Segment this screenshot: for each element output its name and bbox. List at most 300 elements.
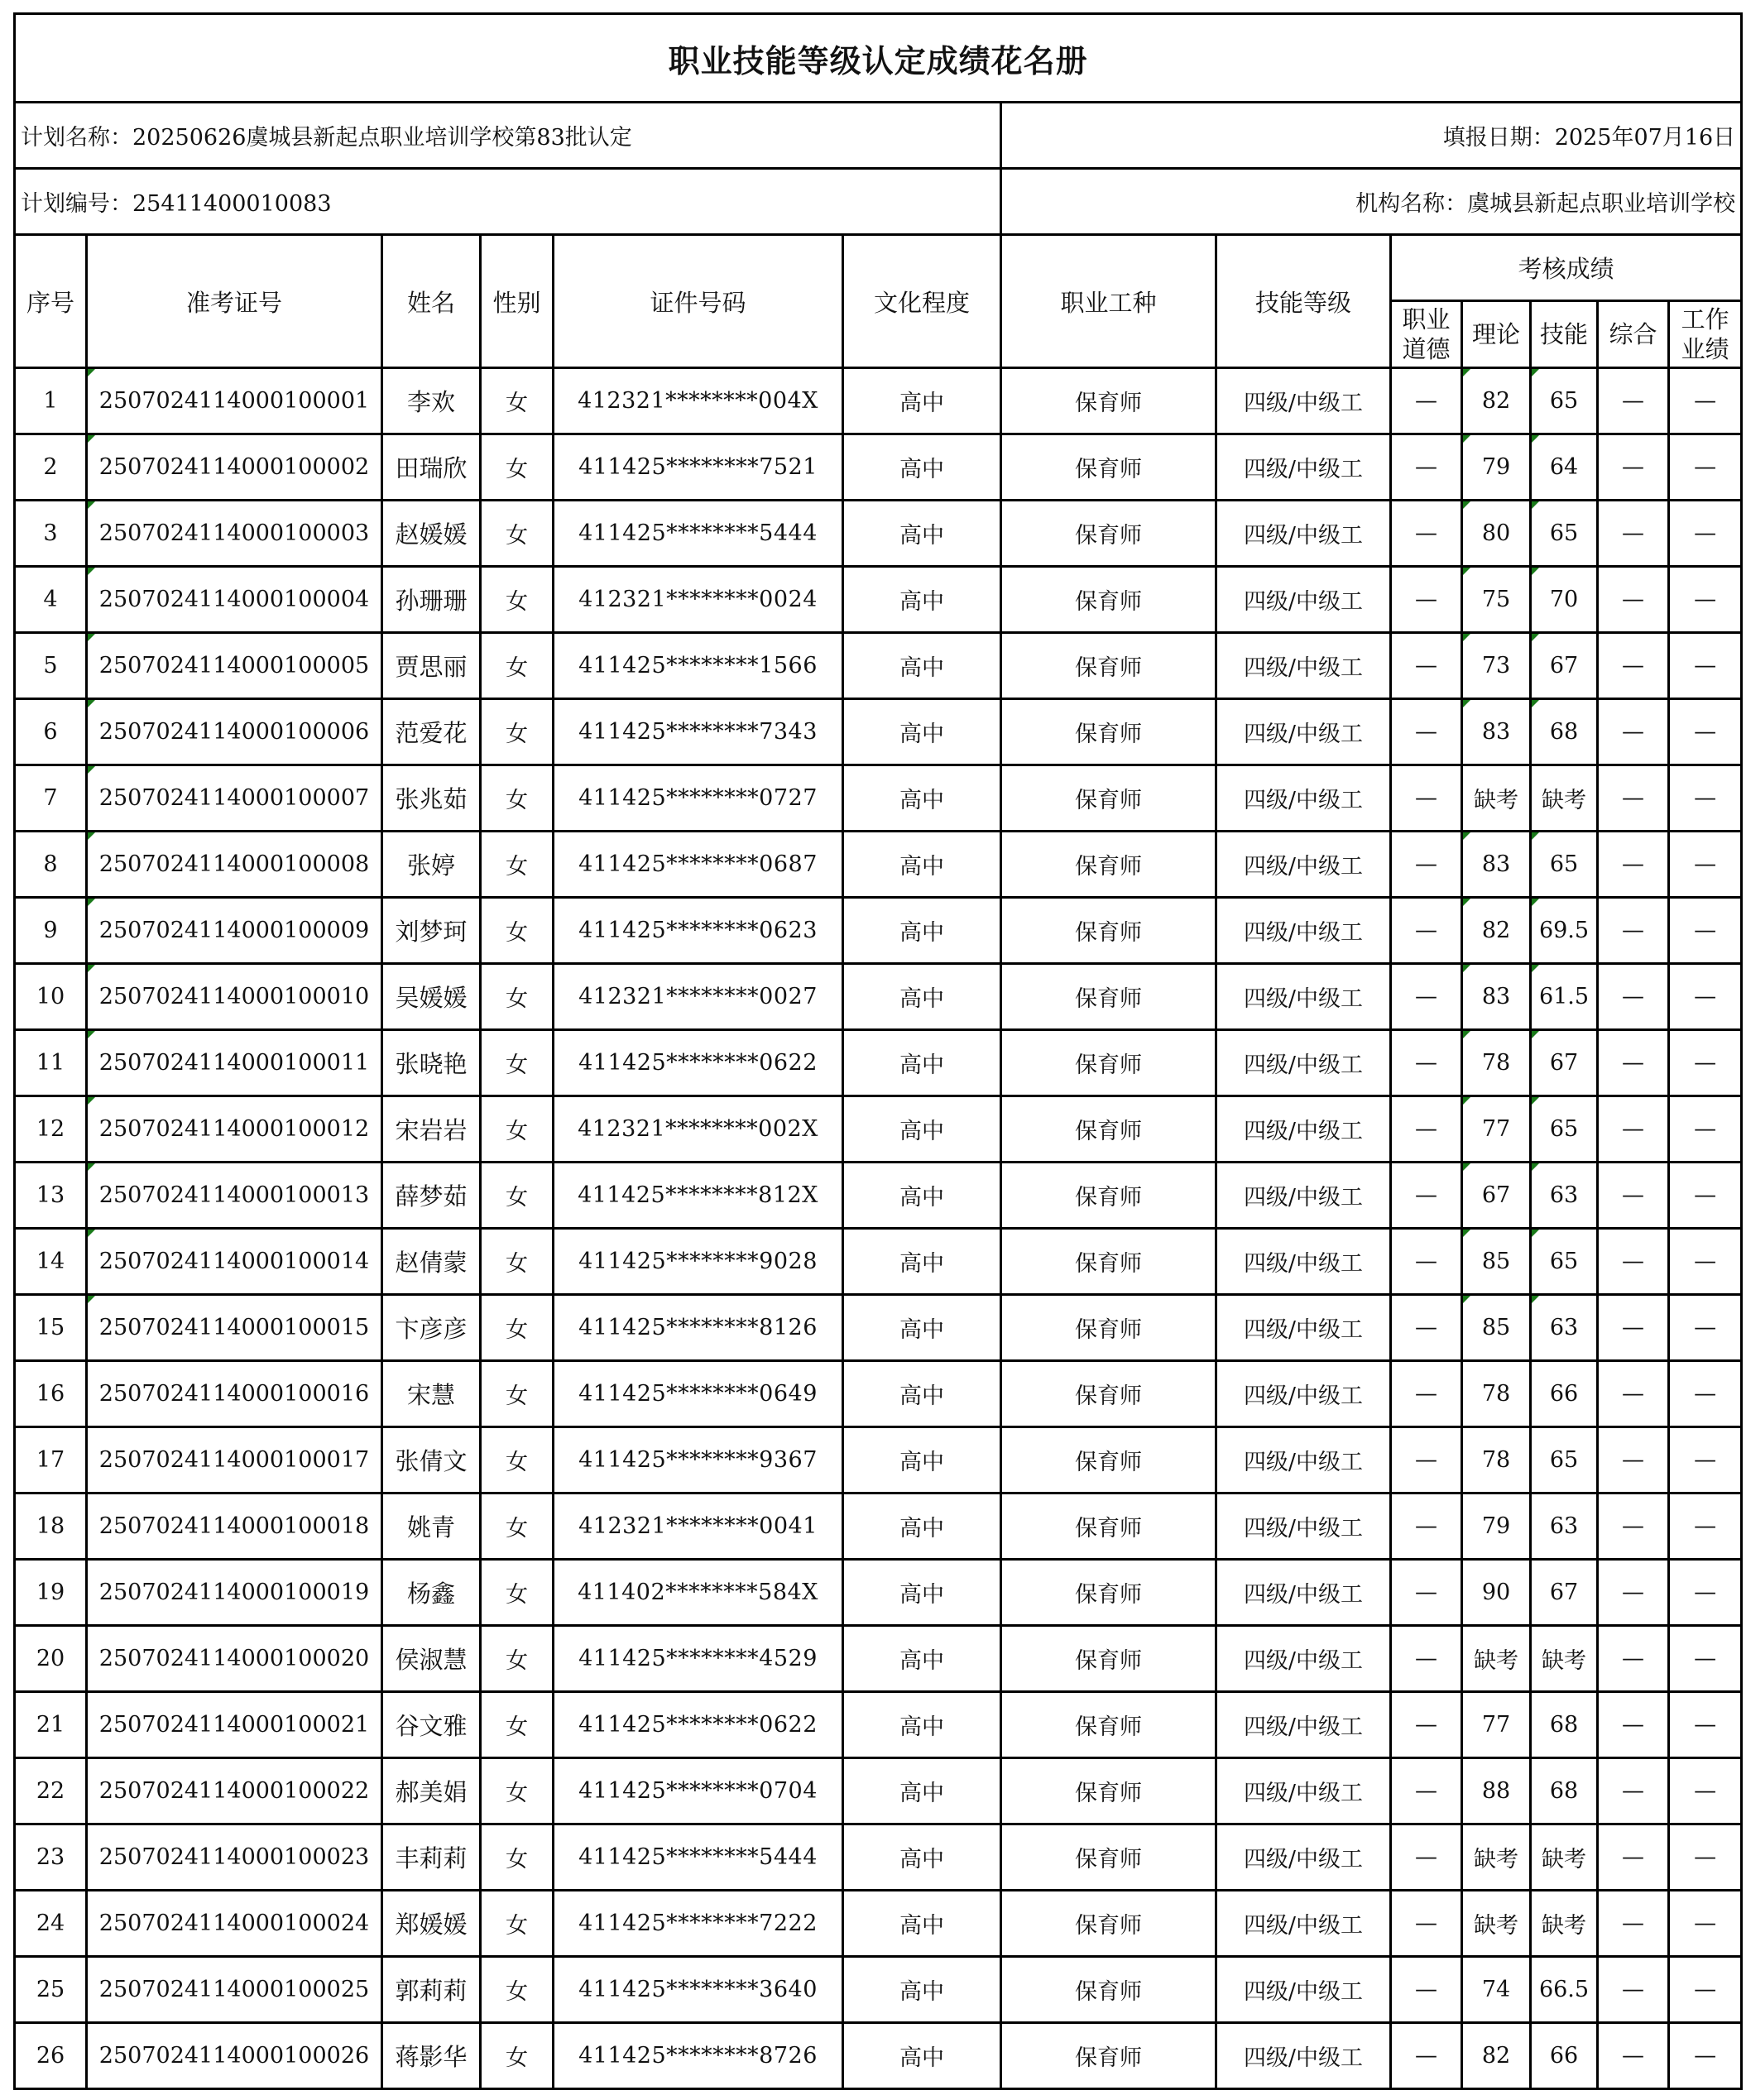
cell-occupation: 保育师: [1001, 434, 1216, 501]
cell-education: 高中: [843, 1560, 1001, 1626]
cell-gender: 女: [481, 1626, 554, 1692]
cell-name: 贾思丽: [382, 633, 481, 699]
cell-ethics: —: [1391, 765, 1462, 832]
cell-gender: 女: [481, 633, 554, 699]
header-occupation: 职业工种: [1001, 235, 1216, 368]
cell-exam-no: 2507024114000100024: [87, 1891, 382, 1957]
cell-education: 高中: [843, 1096, 1001, 1163]
cell-name: 孙珊珊: [382, 567, 481, 633]
cell-id-no: 411425********7343: [554, 699, 843, 765]
cell-skill-level: 四级/中级工: [1216, 1427, 1391, 1493]
header-ethics: 职业道德: [1391, 301, 1462, 368]
cell-education: 高中: [843, 699, 1001, 765]
cell-id-no: 411425********0649: [554, 1361, 843, 1427]
cell-exam-no: 2507024114000100005: [87, 633, 382, 699]
cell-skill: 67: [1531, 1030, 1598, 1096]
cell-seq: 21: [15, 1692, 87, 1758]
cell-skill-level: 四级/中级工: [1216, 765, 1391, 832]
fill-date: 填报日期：2025年07月16日: [1001, 103, 1742, 169]
cell-education: 高中: [843, 1295, 1001, 1361]
cell-ethics: —: [1391, 1957, 1462, 2023]
cell-name: 张倩文: [382, 1427, 481, 1493]
cell-performance: —: [1669, 1229, 1742, 1295]
cell-comprehensive: —: [1598, 434, 1669, 501]
cell-seq: 15: [15, 1295, 87, 1361]
cell-seq: 26: [15, 2023, 87, 2089]
cell-theory: 85: [1462, 1295, 1531, 1361]
cell-exam-no: 2507024114000100023: [87, 1824, 382, 1891]
cell-performance: —: [1669, 1096, 1742, 1163]
cell-education: 高中: [843, 898, 1001, 964]
table-row: [15, 1096, 1742, 1163]
cell-skill: 61.5: [1531, 964, 1598, 1030]
cell-skill: 65: [1531, 1096, 1598, 1163]
cell-exam-no: 2507024114000100007: [87, 765, 382, 832]
cell-id-no: 411425********1566: [554, 633, 843, 699]
cell-performance: —: [1669, 1295, 1742, 1361]
cell-performance: —: [1669, 1427, 1742, 1493]
cell-ethics: —: [1391, 1295, 1462, 1361]
cell-gender: 女: [481, 765, 554, 832]
cell-skill: 65: [1531, 1427, 1598, 1493]
cell-gender: 女: [481, 898, 554, 964]
cell-seq: 5: [15, 633, 87, 699]
cell-skill-level: 四级/中级工: [1216, 1030, 1391, 1096]
cell-occupation: 保育师: [1001, 1361, 1216, 1427]
cell-comprehensive: —: [1598, 964, 1669, 1030]
table-row: [15, 832, 1742, 898]
cell-theory: 88: [1462, 1758, 1531, 1824]
cell-occupation: 保育师: [1001, 832, 1216, 898]
cell-gender: 女: [481, 1891, 554, 1957]
cell-exam-no: 2507024114000100021: [87, 1692, 382, 1758]
cell-ethics: —: [1391, 1692, 1462, 1758]
cell-skill-level: 四级/中级工: [1216, 1692, 1391, 1758]
cell-comprehensive: —: [1598, 2023, 1669, 2089]
table-row: [15, 699, 1742, 765]
cell-skill-level: 四级/中级工: [1216, 567, 1391, 633]
cell-id-no: 411425********0623: [554, 898, 843, 964]
cell-skill-level: 四级/中级工: [1216, 633, 1391, 699]
header-theory: 理论: [1462, 301, 1531, 368]
cell-theory: 83: [1462, 964, 1531, 1030]
header-skill-level: 技能等级: [1216, 235, 1391, 368]
cell-comprehensive: —: [1598, 1560, 1669, 1626]
cell-occupation: 保育师: [1001, 964, 1216, 1030]
cell-occupation: 保育师: [1001, 2023, 1216, 2089]
cell-occupation: 保育师: [1001, 633, 1216, 699]
table-row: [15, 1361, 1742, 1427]
cell-id-no: 411425********5444: [554, 501, 843, 567]
cell-education: 高中: [843, 1824, 1001, 1891]
cell-name: 卞彦彦: [382, 1295, 481, 1361]
cell-exam-no: 2507024114000100013: [87, 1163, 382, 1229]
cell-skill: 66: [1531, 2023, 1598, 2089]
cell-theory: 82: [1462, 2023, 1531, 2089]
cell-ethics: —: [1391, 1361, 1462, 1427]
cell-skill: 65: [1531, 1229, 1598, 1295]
cell-ethics: —: [1391, 1427, 1462, 1493]
cell-skill: 缺考: [1531, 1824, 1598, 1891]
cell-skill-level: 四级/中级工: [1216, 964, 1391, 1030]
cell-performance: —: [1669, 1957, 1742, 2023]
cell-skill-level: 四级/中级工: [1216, 699, 1391, 765]
cell-name: 吴媛媛: [382, 964, 481, 1030]
cell-occupation: 保育师: [1001, 1427, 1216, 1493]
cell-skill: 68: [1531, 1692, 1598, 1758]
cell-gender: 女: [481, 567, 554, 633]
table-row: [15, 1229, 1742, 1295]
cell-name: 宋慧: [382, 1361, 481, 1427]
cell-comprehensive: —: [1598, 765, 1669, 832]
cell-performance: —: [1669, 832, 1742, 898]
cell-id-no: 411425********5444: [554, 1824, 843, 1891]
cell-gender: 女: [481, 1957, 554, 2023]
cell-performance: —: [1669, 368, 1742, 434]
cell-theory: 67: [1462, 1163, 1531, 1229]
cell-id-no: 411425********7521: [554, 434, 843, 501]
cell-comprehensive: —: [1598, 832, 1669, 898]
cell-exam-no: 2507024114000100011: [87, 1030, 382, 1096]
cell-exam-no: 2507024114000100012: [87, 1096, 382, 1163]
cell-education: 高中: [843, 1030, 1001, 1096]
cell-theory: 82: [1462, 368, 1531, 434]
cell-exam-no: 2507024114000100016: [87, 1361, 382, 1427]
cell-id-no: 411425********4529: [554, 1626, 843, 1692]
cell-seq: 13: [15, 1163, 87, 1229]
cell-occupation: 保育师: [1001, 898, 1216, 964]
cell-theory: 80: [1462, 501, 1531, 567]
cell-name: 赵媛媛: [382, 501, 481, 567]
cell-education: 高中: [843, 567, 1001, 633]
cell-ethics: —: [1391, 1758, 1462, 1824]
table-row: [15, 633, 1742, 699]
table-row: [15, 898, 1742, 964]
cell-seq: 11: [15, 1030, 87, 1096]
cell-theory: 82: [1462, 898, 1531, 964]
header-performance: 工作业绩: [1669, 301, 1742, 368]
cell-skill: 缺考: [1531, 1626, 1598, 1692]
cell-seq: 19: [15, 1560, 87, 1626]
cell-education: 高中: [843, 368, 1001, 434]
table-row: [15, 2023, 1742, 2089]
cell-skill: 63: [1531, 1295, 1598, 1361]
cell-exam-no: 2507024114000100004: [87, 567, 382, 633]
table-row: [15, 1295, 1742, 1361]
cell-skill-level: 四级/中级工: [1216, 1758, 1391, 1824]
cell-ethics: —: [1391, 699, 1462, 765]
cell-theory: 缺考: [1462, 1891, 1531, 1957]
cell-seq: 2: [15, 434, 87, 501]
cell-occupation: 保育师: [1001, 1560, 1216, 1626]
cell-performance: —: [1669, 1163, 1742, 1229]
table-row: [15, 434, 1742, 501]
cell-occupation: 保育师: [1001, 368, 1216, 434]
cell-exam-no: 2507024114000100001: [87, 368, 382, 434]
header-comprehensive: 综合: [1598, 301, 1669, 368]
cell-ethics: —: [1391, 1626, 1462, 1692]
table-row: [15, 1758, 1742, 1824]
cell-occupation: 保育师: [1001, 699, 1216, 765]
cell-education: 高中: [843, 2023, 1001, 2089]
cell-name: 丰莉莉: [382, 1824, 481, 1891]
cell-seq: 9: [15, 898, 87, 964]
cell-theory: 78: [1462, 1427, 1531, 1493]
roster-sheet: [13, 12, 1740, 2090]
table-row: [15, 567, 1742, 633]
cell-gender: 女: [481, 434, 554, 501]
cell-education: 高中: [843, 1229, 1001, 1295]
cell-comprehensive: —: [1598, 1361, 1669, 1427]
cell-theory: 78: [1462, 1361, 1531, 1427]
table-row: [15, 1692, 1742, 1758]
cell-name: 张婷: [382, 832, 481, 898]
cell-id-no: 411425********9367: [554, 1427, 843, 1493]
cell-theory: 79: [1462, 434, 1531, 501]
cell-id-no: 412321********0041: [554, 1493, 843, 1560]
cell-skill-level: 四级/中级工: [1216, 1163, 1391, 1229]
cell-exam-no: 2507024114000100008: [87, 832, 382, 898]
cell-ethics: —: [1391, 964, 1462, 1030]
cell-name: 郝美娟: [382, 1758, 481, 1824]
cell-name: 范爱花: [382, 699, 481, 765]
cell-exam-no: 2507024114000100009: [87, 898, 382, 964]
table-row: [15, 964, 1742, 1030]
cell-comprehensive: —: [1598, 1692, 1669, 1758]
cell-exam-no: 2507024114000100025: [87, 1957, 382, 2023]
cell-skill: 66: [1531, 1361, 1598, 1427]
document-title: 职业技能等级认定成绩花名册: [15, 14, 1742, 103]
cell-id-no: 412321********0024: [554, 567, 843, 633]
cell-id-no: 411425********0622: [554, 1030, 843, 1096]
cell-id-no: 411425********9028: [554, 1229, 843, 1295]
cell-skill: 64: [1531, 434, 1598, 501]
cell-education: 高中: [843, 1692, 1001, 1758]
cell-seq: 1: [15, 368, 87, 434]
cell-theory: 85: [1462, 1229, 1531, 1295]
cell-skill-level: 四级/中级工: [1216, 1891, 1391, 1957]
cell-performance: —: [1669, 1560, 1742, 1626]
cell-education: 高中: [843, 964, 1001, 1030]
plan-number: 计划编号：25411400010083: [15, 169, 1001, 235]
cell-name: 刘梦珂: [382, 898, 481, 964]
header-id-no: 证件号码: [554, 235, 843, 368]
cell-skill-level: 四级/中级工: [1216, 1957, 1391, 2023]
cell-skill-level: 四级/中级工: [1216, 368, 1391, 434]
cell-performance: —: [1669, 1758, 1742, 1824]
cell-occupation: 保育师: [1001, 1229, 1216, 1295]
cell-exam-no: 2507024114000100002: [87, 434, 382, 501]
cell-performance: —: [1669, 964, 1742, 1030]
cell-id-no: 412321********0027: [554, 964, 843, 1030]
cell-seq: 12: [15, 1096, 87, 1163]
cell-seq: 16: [15, 1361, 87, 1427]
cell-ethics: —: [1391, 567, 1462, 633]
cell-comprehensive: —: [1598, 501, 1669, 567]
table-row: [15, 1957, 1742, 2023]
header-name: 姓名: [382, 235, 481, 368]
cell-skill-level: 四级/中级工: [1216, 1824, 1391, 1891]
cell-performance: —: [1669, 501, 1742, 567]
cell-theory: 83: [1462, 832, 1531, 898]
cell-education: 高中: [843, 501, 1001, 567]
cell-skill: 缺考: [1531, 765, 1598, 832]
cell-seq: 4: [15, 567, 87, 633]
cell-exam-no: 2507024114000100015: [87, 1295, 382, 1361]
cell-performance: —: [1669, 1692, 1742, 1758]
cell-name: 张晓艳: [382, 1030, 481, 1096]
cell-performance: —: [1669, 1824, 1742, 1891]
cell-ethics: —: [1391, 633, 1462, 699]
institution-name: 机构名称：虞城县新起点职业培训学校: [1001, 169, 1742, 235]
cell-skill: 68: [1531, 699, 1598, 765]
cell-name: 杨鑫: [382, 1560, 481, 1626]
table-row: [15, 1626, 1742, 1692]
cell-theory: 78: [1462, 1030, 1531, 1096]
cell-gender: 女: [481, 964, 554, 1030]
cell-gender: 女: [481, 501, 554, 567]
cell-gender: 女: [481, 1229, 554, 1295]
cell-gender: 女: [481, 1758, 554, 1824]
cell-skill-level: 四级/中级工: [1216, 1560, 1391, 1626]
cell-occupation: 保育师: [1001, 567, 1216, 633]
cell-comprehensive: —: [1598, 1229, 1669, 1295]
cell-education: 高中: [843, 1427, 1001, 1493]
cell-comprehensive: —: [1598, 1096, 1669, 1163]
cell-skill: 69.5: [1531, 898, 1598, 964]
cell-comprehensive: —: [1598, 699, 1669, 765]
cell-theory: 77: [1462, 1692, 1531, 1758]
cell-performance: —: [1669, 1361, 1742, 1427]
cell-education: 高中: [843, 1891, 1001, 1957]
cell-theory: 缺考: [1462, 765, 1531, 832]
cell-ethics: —: [1391, 2023, 1462, 2089]
cell-performance: —: [1669, 699, 1742, 765]
cell-seq: 24: [15, 1891, 87, 1957]
cell-education: 高中: [843, 765, 1001, 832]
cell-skill-level: 四级/中级工: [1216, 1295, 1391, 1361]
cell-skill: 67: [1531, 1560, 1598, 1626]
cell-ethics: —: [1391, 1229, 1462, 1295]
cell-theory: 73: [1462, 633, 1531, 699]
cell-occupation: 保育师: [1001, 1957, 1216, 2023]
cell-seq: 18: [15, 1493, 87, 1560]
header-skill: 技能: [1531, 301, 1598, 368]
cell-skill: 68: [1531, 1758, 1598, 1824]
cell-skill-level: 四级/中级工: [1216, 1626, 1391, 1692]
cell-gender: 女: [481, 1030, 554, 1096]
table-row: [15, 1427, 1742, 1493]
cell-name: 姚青: [382, 1493, 481, 1560]
table-row: [15, 368, 1742, 434]
cell-occupation: 保育师: [1001, 1163, 1216, 1229]
cell-performance: —: [1669, 1030, 1742, 1096]
cell-occupation: 保育师: [1001, 1295, 1216, 1361]
cell-name: 谷文雅: [382, 1692, 481, 1758]
cell-exam-no: 2507024114000100022: [87, 1758, 382, 1824]
cell-comprehensive: —: [1598, 1493, 1669, 1560]
cell-ethics: —: [1391, 1824, 1462, 1891]
cell-exam-no: 2507024114000100019: [87, 1560, 382, 1626]
cell-performance: —: [1669, 1891, 1742, 1957]
cell-ethics: —: [1391, 1096, 1462, 1163]
cell-seq: 22: [15, 1758, 87, 1824]
cell-id-no: 411425********0622: [554, 1692, 843, 1758]
cell-skill: 缺考: [1531, 1891, 1598, 1957]
cell-id-no: 411425********0687: [554, 832, 843, 898]
cell-performance: —: [1669, 1493, 1742, 1560]
cell-gender: 女: [481, 2023, 554, 2089]
cell-comprehensive: —: [1598, 1824, 1669, 1891]
cell-skill: 63: [1531, 1493, 1598, 1560]
cell-seq: 17: [15, 1427, 87, 1493]
cell-exam-no: 2507024114000100017: [87, 1427, 382, 1493]
cell-exam-no: 2507024114000100010: [87, 964, 382, 1030]
cell-gender: 女: [481, 1163, 554, 1229]
cell-id-no: 411425********3640: [554, 1957, 843, 2023]
cell-name: 宋岩岩: [382, 1096, 481, 1163]
cell-comprehensive: —: [1598, 1957, 1669, 2023]
cell-ethics: —: [1391, 1030, 1462, 1096]
cell-exam-no: 2507024114000100014: [87, 1229, 382, 1295]
table-row: [15, 501, 1742, 567]
cell-seq: 8: [15, 832, 87, 898]
cell-comprehensive: —: [1598, 368, 1669, 434]
cell-exam-no: 2507024114000100003: [87, 501, 382, 567]
cell-id-no: 411425********812X: [554, 1163, 843, 1229]
cell-ethics: —: [1391, 368, 1462, 434]
cell-education: 高中: [843, 1626, 1001, 1692]
cell-theory: 缺考: [1462, 1824, 1531, 1891]
cell-occupation: 保育师: [1001, 1030, 1216, 1096]
cell-gender: 女: [481, 699, 554, 765]
cell-skill-level: 四级/中级工: [1216, 1361, 1391, 1427]
cell-comprehensive: —: [1598, 1891, 1669, 1957]
cell-skill-level: 四级/中级工: [1216, 832, 1391, 898]
cell-name: 田瑞欣: [382, 434, 481, 501]
cell-gender: 女: [481, 1295, 554, 1361]
cell-performance: —: [1669, 1626, 1742, 1692]
cell-skill: 65: [1531, 832, 1598, 898]
cell-education: 高中: [843, 1163, 1001, 1229]
cell-occupation: 保育师: [1001, 1891, 1216, 1957]
plan-name: 计划名称：20250626虞城县新起点职业培训学校第83批认定: [15, 103, 1001, 169]
cell-name: 郑媛媛: [382, 1891, 481, 1957]
cell-gender: 女: [481, 1824, 554, 1891]
cell-skill-level: 四级/中级工: [1216, 434, 1391, 501]
cell-comprehensive: —: [1598, 1295, 1669, 1361]
cell-education: 高中: [843, 1361, 1001, 1427]
cell-comprehensive: —: [1598, 1758, 1669, 1824]
header-scores-group: 考核成绩: [1391, 235, 1742, 301]
cell-gender: 女: [481, 832, 554, 898]
header-gender: 性别: [481, 235, 554, 368]
cell-skill-level: 四级/中级工: [1216, 898, 1391, 964]
cell-theory: 79: [1462, 1493, 1531, 1560]
cell-id-no: 411425********0704: [554, 1758, 843, 1824]
table-row: [15, 1560, 1742, 1626]
cell-performance: —: [1669, 2023, 1742, 2089]
cell-education: 高中: [843, 434, 1001, 501]
cell-ethics: —: [1391, 832, 1462, 898]
cell-gender: 女: [481, 1361, 554, 1427]
cell-performance: —: [1669, 434, 1742, 501]
cell-name: 侯淑慧: [382, 1626, 481, 1692]
cell-comprehensive: —: [1598, 1030, 1669, 1096]
cell-theory: 77: [1462, 1096, 1531, 1163]
cell-skill: 63: [1531, 1163, 1598, 1229]
cell-performance: —: [1669, 765, 1742, 832]
